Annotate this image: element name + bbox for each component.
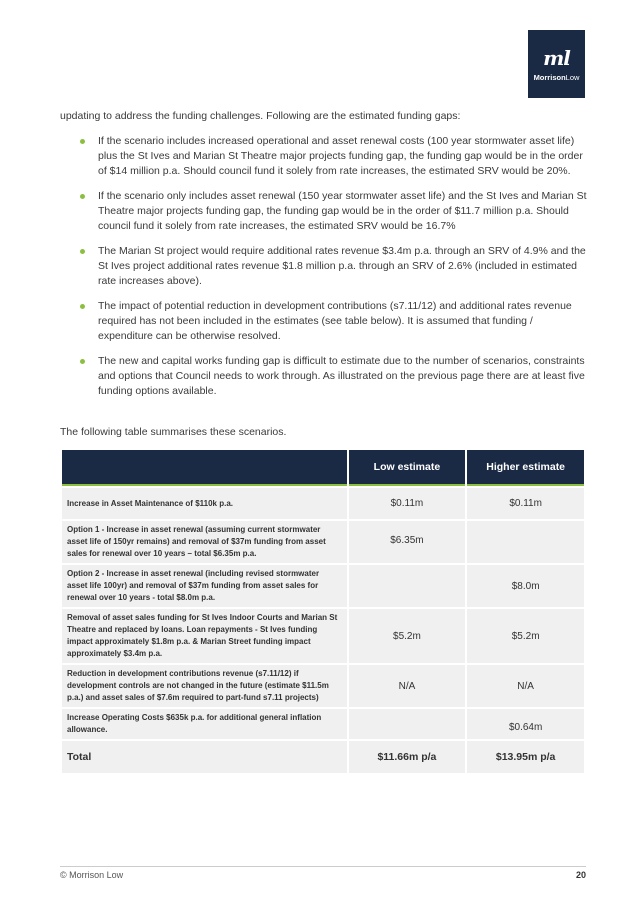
row-label: Reduction in development contributions revenue (s7.11/12) if development controls are not changed in the future (estimate $11.5m p.a.) and asset sales of $7.6m required to part-fund s7.11 projects) [62,665,347,707]
list-item [60,189,590,234]
list-item [60,134,590,179]
total-high-value: $13.95m p/a [467,741,584,773]
total-label: Total [62,741,347,773]
header-blank [62,450,347,486]
logo-wordmark [528,73,585,82]
table-row [62,709,584,739]
low-value [349,565,466,607]
list-item-text: The new and capital works funding gap is difficult to estimate due to the number of scenarios, constraints and options that Council needs to work through. As illustrated on the previous page there are at least five funding options available. [98,355,585,397]
footer-divider [60,866,586,867]
high-value: $0.64m [467,709,584,739]
table-row [62,565,584,607]
table-row [62,488,584,519]
total-row [62,741,584,773]
low-value: N/A [349,665,466,707]
row-label: Increase in Asset Maintenance of $110k p.a. [62,488,347,519]
bullet-dot-icon [80,139,85,144]
bullet-dot-icon [80,359,85,364]
row-label: Removal of asset sales funding for St Ives Indoor Courts and Marian St Theatre and replaced by loans. Loan repayments - St Ives funding impact approximately $1.8m p.a. & Marian Street funding impact approximately $3.4m p.a. [62,609,347,663]
list-item-text: If the scenario only includes asset renewal (150 year stormwater asset life) and the St Ives and Marian St Theatre major projects funding gap, the funding gap would be in the order of $11.7 million p.a. Should council fund it solely from rate increases, the estimated SRV would be 16.7% [98,190,587,232]
list-item-text: The Marian St project would require additional rates revenue $3.4m p.a. through an SRV of 4.9% and the St Ives project additional rates revenue $1.8 million p.a. through an SRV of 2.6% (included in estimated rate increases above). [98,245,586,287]
table-row [62,521,584,563]
list-item [60,244,590,289]
high-value [467,521,584,563]
logo-word-light: Low [565,73,580,82]
high-value: N/A [467,665,584,707]
page-number: 20 [575,870,586,880]
logo-word-bold: Morrison [533,73,566,82]
low-value: $0.11m [349,488,466,519]
row-label: Option 1 - Increase in asset renewal (assuming current stormwater asset life of 150yr remains) and removal of $37m funding from asset sales for renewal over 10 years – total $6.35m p.a. [62,521,347,563]
table-row [62,609,584,663]
low-value [349,709,466,739]
bullet-dot-icon [80,249,85,254]
high-value: $0.11m [467,488,584,519]
list-item [60,299,590,344]
bullet-dot-icon [80,194,85,199]
list-item-text: If the scenario includes increased operational and asset renewal costs (100 year stormwater asset life) plus the St Ives and Marian St Theatre major projects funding gap, the funding gap would be in the order of $14 million p.a. Should council fund it solely from rate increases, the estimated SRV would be 20%. [98,135,583,177]
intro-paragraph: updating to address the funding challenges. Following are the estimated funding gaps: [60,110,461,122]
row-label: Option 2 - Increase in asset renewal (including revised stormwater asset life 100yr) and removal of $37m funding from asset sales for renewal over 10 years - total $8.0m p.a. [62,565,347,607]
table-intro: The following table summarises these scenarios. [60,426,287,438]
low-value: $5.2m [349,609,466,663]
header-higher-estimate: Higher estimate [467,450,584,486]
header-low-estimate: Low estimate [349,450,466,486]
table-row [62,665,584,707]
list-item-text: The impact of potential reduction in development contributions (s7.11/12) and additional rates revenue required has not been included in the estimates (see table below). It is assumed that funding / expenditure can be otherwise resolved. [98,300,572,342]
row-label: Increase Operating Costs $635k p.a. for additional general inflation allowance. [62,709,347,739]
funding-gap-list [60,134,590,409]
high-value: $8.0m [467,565,584,607]
estimates-table [60,448,586,775]
total-low-value: $11.66m p/a [349,741,466,773]
list-item [60,354,590,399]
bullet-dot-icon [80,304,85,309]
table-header-row [62,450,584,486]
footer-copyright: © Morrison Low [60,870,124,880]
low-value: $6.35m [349,521,466,563]
high-value: $5.2m [467,609,584,663]
morrison-low-logo [528,30,585,98]
logo-mark: ml [543,46,570,70]
